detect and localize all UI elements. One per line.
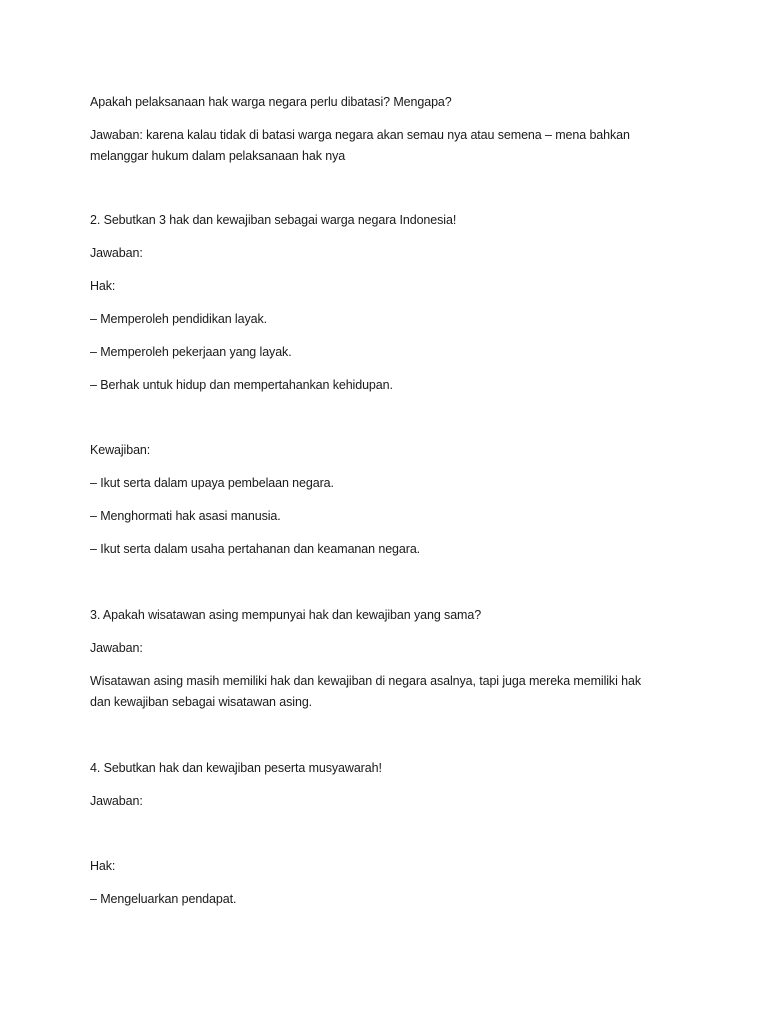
q3-answer-line2: dan kewajiban sebagai wisatawan asing. bbox=[90, 695, 313, 709]
q1-answer-line2: melanggar hukum dalam pelaksanaan hak nya bbox=[90, 149, 346, 163]
q2-kewajiban-item: – Ikut serta dalam usaha pertahanan dan keamanan negara. bbox=[90, 542, 421, 556]
q2-question: 2. Sebutkan 3 hak dan kewajiban sebagai warga negara Indonesia! bbox=[90, 213, 457, 227]
q4-hak-label: Hak: bbox=[90, 859, 116, 873]
q2-kewajiban-item: – Menghormati hak asasi manusia. bbox=[90, 509, 281, 523]
q2-kewajiban-item: – Ikut serta dalam upaya pembelaan negara. bbox=[90, 476, 334, 490]
q2-hak-label: Hak: bbox=[90, 279, 116, 293]
q2-hak-item: – Memperoleh pendidikan layak. bbox=[90, 312, 267, 326]
q1-answer-line1: Jawaban: karena kalau tidak di batasi warga negara akan semau nya atau semena – mena bahkan bbox=[90, 128, 630, 142]
q4-question: 4. Sebutkan hak dan kewajiban peserta musyawarah! bbox=[90, 761, 382, 775]
q2-kewajiban-label: Kewajiban: bbox=[90, 443, 151, 457]
q2-hak-item: – Memperoleh pekerjaan yang layak. bbox=[90, 345, 292, 359]
q1-question: Apakah pelaksanaan hak warga negara perlu dibatasi? Mengapa? bbox=[90, 95, 452, 109]
q2-answer-label: Jawaban: bbox=[90, 246, 143, 260]
q2-hak-item: – Berhak untuk hidup dan mempertahankan kehidupan. bbox=[90, 378, 393, 392]
q4-hak-item: – Mengeluarkan pendapat. bbox=[90, 892, 237, 906]
q3-answer-line1: Wisatawan asing masih memiliki hak dan kewajiban di negara asalnya, tapi juga mereka memiliki hak bbox=[90, 674, 641, 688]
q4-answer-label: Jawaban: bbox=[90, 794, 143, 808]
q3-answer-label: Jawaban: bbox=[90, 641, 143, 655]
q3-question: 3. Apakah wisatawan asing mempunyai hak dan kewajiban yang sama? bbox=[90, 608, 482, 622]
